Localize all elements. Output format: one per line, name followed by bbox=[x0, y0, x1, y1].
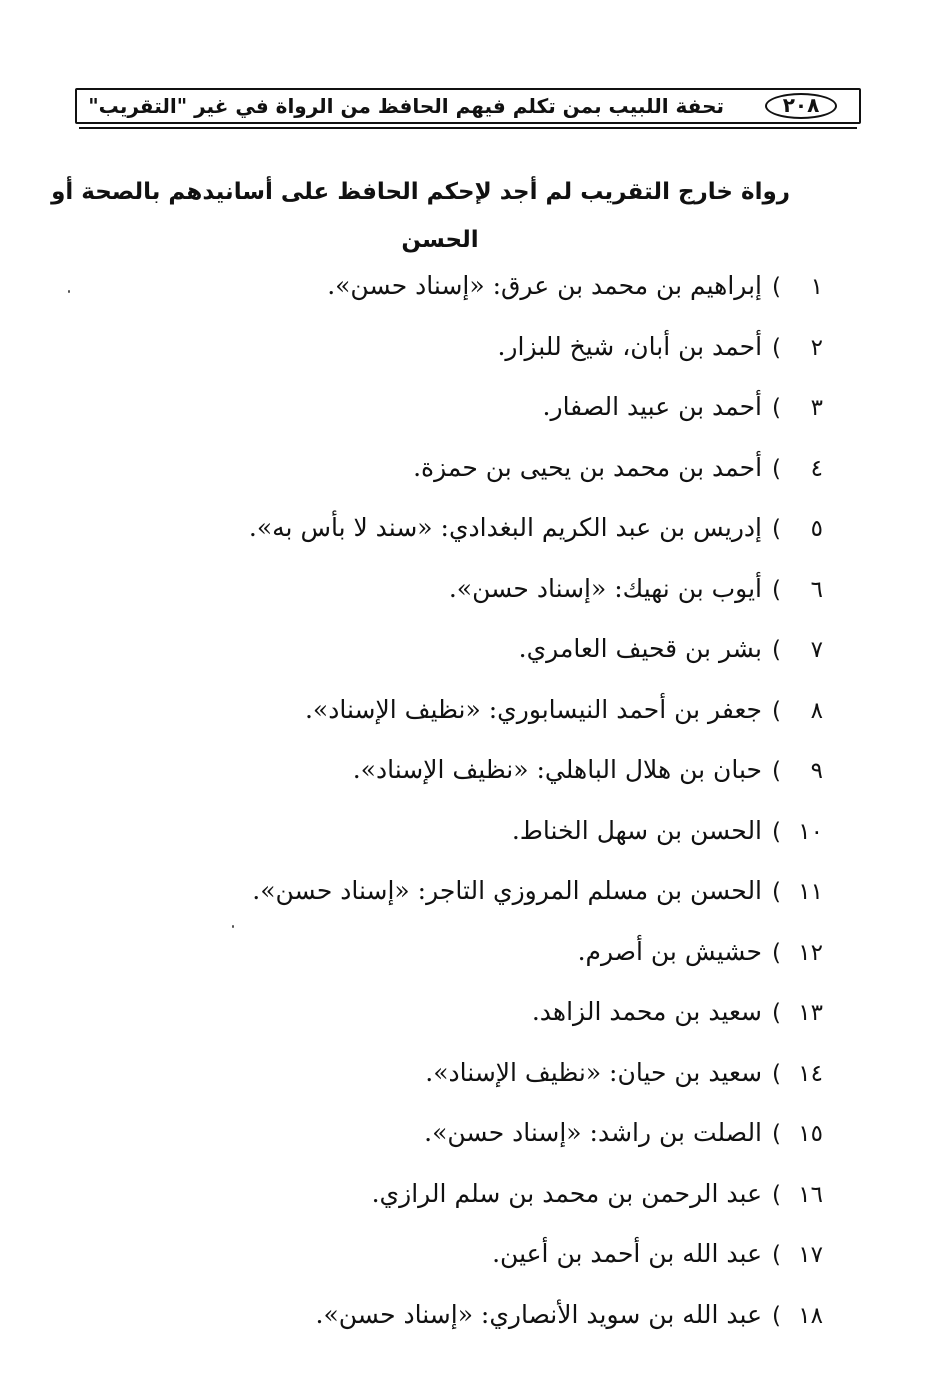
entry-text: عبد الله بن سويد الأنصاري: «إسناد حسن». bbox=[315, 1299, 763, 1329]
entry-text: أحمد بن عبيد الصفار. bbox=[542, 392, 763, 421]
entry-text: أحمد بن أبان، شيخ للبزار. bbox=[497, 331, 763, 361]
entry-number-paren: ) bbox=[772, 455, 781, 482]
entry-text: حبان بن هلال الباهلي: «نظيف الإسناد». bbox=[352, 755, 763, 784]
entry-text: الحسن بن مسلم المروزي التاجر: «إسناد حسن». bbox=[252, 876, 763, 905]
entry-number: ٦ bbox=[810, 576, 823, 603]
list-item bbox=[223, 379, 823, 440]
entry-number: ٨ bbox=[810, 697, 823, 724]
list-item bbox=[223, 621, 823, 682]
list-item bbox=[223, 924, 823, 985]
list-item bbox=[223, 258, 823, 319]
list-item bbox=[223, 863, 823, 924]
running-header bbox=[75, 88, 861, 124]
list-item bbox=[223, 319, 823, 380]
entry-number-paren: ) bbox=[772, 1181, 781, 1208]
section-heading-line-2: الحسن bbox=[401, 227, 479, 253]
section-heading-line-1: رواة خارج التقريب لم أجد لإحكم الحافظ على أسانيدهم بالصحة أو bbox=[51, 179, 790, 205]
page-number: ٢٠٨ bbox=[765, 93, 837, 119]
entry-number: ٤ bbox=[810, 455, 823, 482]
entry-number-paren: ) bbox=[772, 758, 781, 784]
entry-number-paren: ) bbox=[772, 697, 781, 724]
section-heading bbox=[51, 168, 790, 264]
entry-number: ٧ bbox=[810, 637, 823, 663]
entry-text: الحسن بن سهل الخناط. bbox=[511, 815, 763, 845]
entry-number-paren: ) bbox=[772, 637, 781, 663]
scan-speck bbox=[68, 290, 70, 293]
entry-number-paren: ) bbox=[772, 274, 781, 300]
entry-number: ٣ bbox=[810, 395, 823, 421]
entry-number: ١١ bbox=[798, 879, 823, 905]
entry-number-paren: ) bbox=[772, 1000, 781, 1026]
entry-number-paren: ) bbox=[772, 1060, 781, 1087]
list-item bbox=[223, 1045, 823, 1106]
entry-number-paren: ) bbox=[772, 939, 781, 966]
entry-text: حشيش بن أصرم. bbox=[577, 936, 763, 966]
entry-number-paren: ) bbox=[772, 576, 781, 603]
entry-text: أيوب بن نهيك: «إسناد حسن». bbox=[448, 573, 763, 603]
entry-number-paren: ) bbox=[772, 1242, 781, 1268]
entry-text: عبد الرحمن بن محمد بن سلم الرازي. bbox=[371, 1178, 763, 1208]
entry-text: أحمد بن محمد بن يحيى بن حمزة. bbox=[413, 452, 763, 482]
entry-number-paren: ) bbox=[772, 1302, 781, 1329]
entry-number: ١٢ bbox=[798, 939, 823, 966]
entry-number: ١٣ bbox=[798, 1000, 823, 1026]
entry-number: ١٦ bbox=[798, 1181, 823, 1208]
entry-text: جعفر بن أحمد النيسابوري: «نظيف الإسناد». bbox=[304, 694, 763, 724]
entry-text: إبراهيم بن محمد بن عرق: «إسناد حسن». bbox=[327, 271, 763, 300]
entry-number: ١٧ bbox=[798, 1242, 823, 1268]
narrator-list bbox=[223, 258, 823, 1347]
entry-number-paren: ) bbox=[772, 818, 781, 845]
entry-number: ١٠ bbox=[798, 818, 823, 845]
entry-text: الصلت بن راشد: «إسناد حسن». bbox=[424, 1118, 763, 1147]
list-item bbox=[223, 1226, 823, 1287]
entry-number: ١٨ bbox=[798, 1302, 823, 1329]
list-item bbox=[223, 1105, 823, 1166]
entry-text: إدريس بن عبد الكريم البغدادي: «سند لا بأس به». bbox=[248, 513, 763, 542]
list-item bbox=[223, 440, 823, 501]
entry-number: ٩ bbox=[810, 758, 823, 784]
entry-text: سعيد بن حيان: «نظيف الإسناد». bbox=[425, 1057, 763, 1087]
list-item bbox=[223, 742, 823, 803]
entry-number: ٥ bbox=[810, 516, 823, 542]
entry-number-paren: ) bbox=[772, 334, 781, 361]
entry-text: سعيد بن محمد الزاهد. bbox=[531, 997, 763, 1026]
list-item bbox=[223, 500, 823, 561]
list-item bbox=[223, 561, 823, 622]
running-title: تحفة اللبيب بمن تكلم فيهم الحافظ من الرواة في غير "التقريب" bbox=[88, 94, 724, 118]
entry-number-paren: ) bbox=[772, 395, 781, 421]
entry-text: عبد الله بن أحمد بن أعين. bbox=[492, 1239, 763, 1268]
entry-number-paren: ) bbox=[772, 879, 781, 905]
scan-speck bbox=[232, 925, 234, 928]
list-item bbox=[223, 984, 823, 1045]
entry-number-paren: ) bbox=[772, 1121, 781, 1147]
entry-number: ١ bbox=[810, 274, 823, 300]
entry-number: ١٤ bbox=[798, 1060, 823, 1087]
list-item bbox=[223, 1166, 823, 1227]
list-item bbox=[223, 682, 823, 743]
entry-text: بشر بن قحيف العامري. bbox=[518, 634, 763, 663]
entry-number-paren: ) bbox=[772, 516, 781, 542]
entry-number: ٢ bbox=[810, 334, 823, 361]
list-item bbox=[223, 1287, 823, 1348]
entry-number: ١٥ bbox=[798, 1121, 823, 1147]
list-item bbox=[223, 803, 823, 864]
